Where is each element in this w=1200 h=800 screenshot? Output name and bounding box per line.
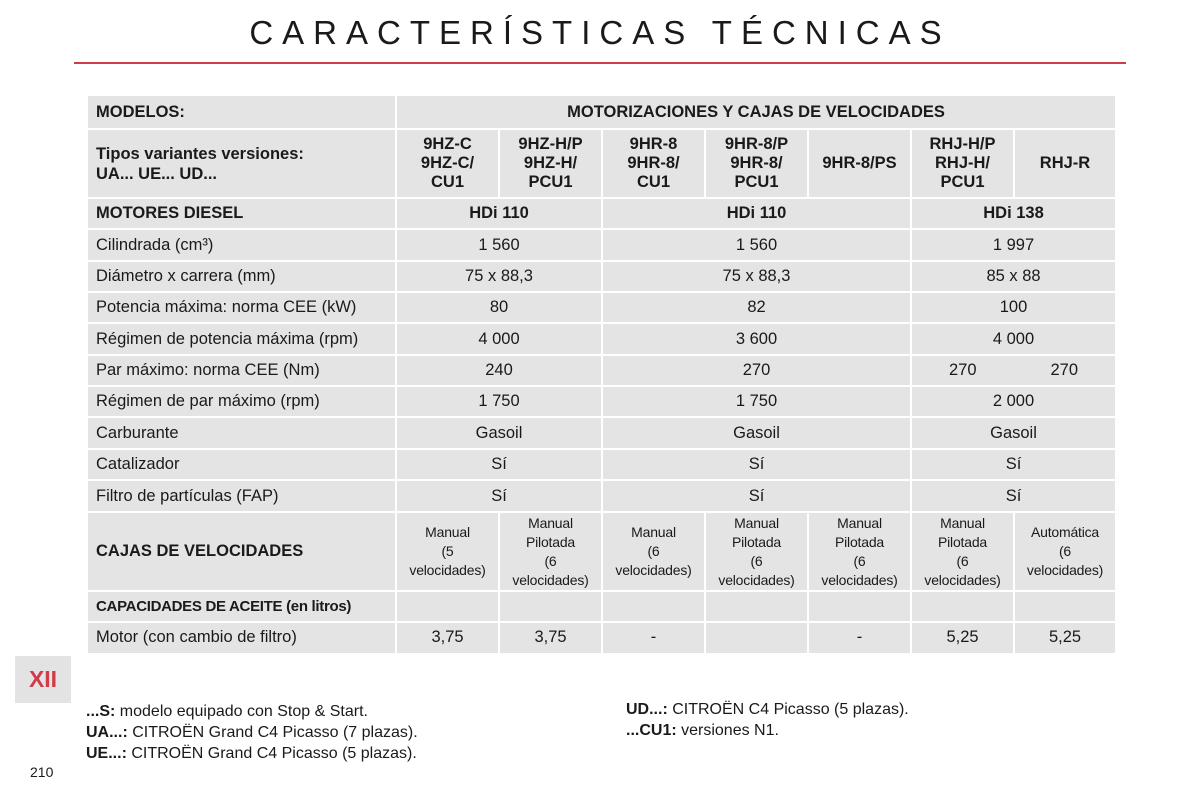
table-row — [87, 622, 1116, 654]
value-cell: 3,75 — [396, 622, 499, 654]
table-row — [87, 198, 1116, 229]
value-cell — [705, 622, 808, 654]
note-text: CITROËN Grand C4 Picasso (5 plazas). — [126, 745, 417, 762]
gearbox-line3: (5 velocidades) — [409, 543, 486, 579]
gearbox-line2: Pilotada — [938, 533, 987, 550]
table-row — [87, 417, 1116, 448]
value-cell: - — [808, 622, 911, 654]
row-label: Catalizador — [87, 449, 396, 480]
value-cell: 75 x 88,3 — [602, 261, 911, 292]
aceite-header-row — [87, 591, 1116, 621]
value-cell: Sí — [911, 480, 1116, 512]
empty-cell — [499, 591, 602, 621]
value-cell: 5,25 — [1014, 622, 1116, 654]
value-cell: Sí — [396, 480, 602, 512]
gearbox-line3: (6 velocidades) — [718, 552, 795, 588]
value-cell: 85 x 88 — [911, 261, 1116, 292]
version-line2: 9HZ-C/ — [420, 154, 475, 173]
value-cell: 1 560 — [396, 229, 602, 260]
version-cell — [602, 129, 705, 198]
value-cell: 4 000 — [396, 323, 602, 354]
table-row — [87, 480, 1116, 512]
value-cell: 82 — [602, 292, 911, 323]
version-line1: RHJ-R — [1039, 154, 1091, 173]
gearbox-cell — [911, 512, 1014, 591]
note-text: versiones N1. — [676, 722, 779, 739]
gearbox-cell — [808, 512, 911, 591]
version-cell — [1014, 129, 1116, 198]
gearbox-cell — [1014, 512, 1116, 591]
row-label: Régimen de potencia máxima (rpm) — [87, 323, 396, 354]
version-cell — [705, 129, 808, 198]
value-cell: 270 — [948, 360, 977, 379]
version-cell — [808, 129, 911, 198]
header-row — [87, 95, 1116, 129]
table-row — [87, 386, 1116, 417]
value-cell: 240 — [396, 355, 602, 386]
note-code: UA...: — [86, 724, 128, 741]
gearbox-line2: Pilotada — [835, 533, 884, 550]
note-code: ...CU1: — [626, 722, 677, 739]
engine-group: HDi 138 — [911, 198, 1116, 229]
version-line2: 9HZ-H/ — [523, 154, 578, 173]
version-line2: 9HR-8/ — [627, 154, 680, 173]
version-line1: 9HR-8 — [629, 135, 678, 154]
note-text: CITROËN C4 Picasso (5 plazas). — [667, 701, 909, 718]
version-line1: 9HR-8/P — [724, 135, 789, 154]
value-cell: 3 600 — [602, 323, 911, 354]
value-cell: 270 — [1050, 360, 1079, 379]
row-label: Filtro de partículas (FAP) — [87, 480, 396, 512]
value-cell: Gasoil — [911, 417, 1116, 448]
empty-cell — [705, 591, 808, 621]
note-item — [86, 743, 418, 764]
page-title: CARACTERÍSTICAS TÉCNICAS — [249, 14, 951, 51]
row-label: Motor (con cambio de filtro) — [87, 622, 396, 654]
value-cell: 100 — [911, 292, 1116, 323]
value-cell: Sí — [911, 449, 1116, 480]
gearbox-line1: Manual — [425, 524, 470, 541]
value-cell: 1 560 — [602, 229, 911, 260]
gearbox-line3: (6 velocidades) — [615, 543, 692, 579]
note-item — [86, 722, 418, 743]
gearbox-line1: Manual — [528, 514, 573, 531]
note-code: ...S: — [86, 703, 116, 720]
empty-cell — [602, 591, 705, 621]
value-cell: - — [602, 622, 705, 654]
gearbox-cell — [499, 512, 602, 591]
motorizaciones-header: MOTORIZACIONES Y CAJAS DE VELOCIDADES — [396, 95, 1116, 129]
value-cell: 80 — [396, 292, 602, 323]
gearbox-line1: Manual — [734, 514, 779, 531]
version-line3: CU1 — [430, 173, 464, 192]
engine-group: HDi 110 — [602, 198, 911, 229]
page-number: 210 — [30, 764, 54, 780]
tipos-label-line1: Tipos variantes versiones: — [96, 144, 304, 163]
version-line1: RHJ-H/P — [929, 135, 996, 154]
notes-right — [626, 699, 909, 741]
gearbox-line1: Automática — [1030, 524, 1100, 541]
spec-table — [86, 94, 1117, 655]
motores-label: MOTORES DIESEL — [87, 198, 396, 229]
empty-cell — [911, 591, 1014, 621]
value-cell: 1 750 — [602, 386, 911, 417]
note-text: CITROËN Grand C4 Picasso (7 plazas). — [127, 724, 418, 741]
note-code: UE...: — [86, 745, 127, 762]
version-line3: PCU1 — [734, 173, 779, 192]
tipos-row — [87, 129, 1116, 198]
table-row — [87, 355, 1116, 386]
version-line1: 9HZ-C — [423, 135, 472, 154]
value-cell: 1 750 — [396, 386, 602, 417]
cajas-label: CAJAS DE VELOCIDADES — [87, 512, 396, 591]
value-cell: 75 x 88,3 — [396, 261, 602, 292]
value-cell: Gasoil — [602, 417, 911, 448]
row-label: Régimen de par máximo (rpm) — [87, 386, 396, 417]
value-cell: Gasoil — [396, 417, 602, 448]
value-cell: Sí — [602, 449, 911, 480]
row-label: Cilindrada (cm³) — [87, 229, 396, 260]
version-line2: 9HR-8/ — [730, 154, 783, 173]
version-cell — [911, 129, 1014, 198]
value-cell: Sí — [396, 449, 602, 480]
gearbox-cell — [705, 512, 808, 591]
table-row — [87, 323, 1116, 354]
notes-left — [86, 701, 418, 764]
title-divider — [74, 62, 1126, 64]
value-cell: 4 000 — [911, 323, 1116, 354]
gearbox-line1: Manual — [837, 514, 882, 531]
note-code: UD...: — [626, 701, 668, 718]
gearbox-line2: Pilotada — [526, 533, 575, 550]
table-row — [87, 261, 1116, 292]
gearbox-line3: (6 velocidades) — [1026, 543, 1104, 579]
table-row — [87, 449, 1116, 480]
value-cell: 5,25 — [911, 622, 1014, 654]
version-cell — [499, 129, 602, 198]
gearbox-cell — [602, 512, 705, 591]
gearbox-line2: Pilotada — [732, 533, 781, 550]
empty-cell — [1014, 591, 1116, 621]
note-text: modelo equipado con Stop & Start. — [115, 703, 368, 720]
gearbox-line1: Manual — [940, 514, 985, 531]
aceite-label: CAPACIDADES DE ACEITE (en litros) — [87, 591, 396, 621]
version-cell — [396, 129, 499, 198]
chapter-tab: XII — [15, 656, 71, 703]
value-cell: Sí — [602, 480, 911, 512]
modelos-label: MODELOS: — [87, 95, 396, 129]
gearbox-line3: (6 velocidades) — [821, 552, 898, 588]
row-label: Carburante — [87, 417, 396, 448]
tipos-label-line2: UA... UE... UD... — [96, 164, 218, 183]
empty-cell — [808, 591, 911, 621]
version-line3: PCU1 — [940, 173, 985, 192]
note-item — [86, 701, 418, 722]
table-row — [87, 292, 1116, 323]
table-row — [87, 229, 1116, 260]
gearbox-cell — [396, 512, 499, 591]
version-line1: 9HZ-H/P — [518, 135, 583, 154]
row-label: Potencia máxima: norma CEE (kW) — [87, 292, 396, 323]
row-label: Par máximo: norma CEE (Nm) — [87, 355, 396, 386]
value-cell — [911, 355, 1116, 386]
engine-group: HDi 110 — [396, 198, 602, 229]
value-cell: 3,75 — [499, 622, 602, 654]
version-line2: RHJ-H/ — [934, 154, 990, 173]
tipos-label — [87, 129, 396, 198]
empty-cell — [396, 591, 499, 621]
gearbox-line3: (6 velocidades) — [924, 552, 1001, 588]
gearbox-line1: Manual — [631, 524, 676, 541]
row-label: Diámetro x carrera (mm) — [87, 261, 396, 292]
version-line1: 9HR-8/PS — [822, 154, 897, 173]
version-line3: CU1 — [636, 173, 670, 192]
value-cell: 1 997 — [911, 229, 1116, 260]
note-item — [626, 720, 909, 741]
value-cell: 270 — [602, 355, 911, 386]
version-line3: PCU1 — [528, 173, 573, 192]
cajas-row — [87, 512, 1116, 591]
value-cell: 2 000 — [911, 386, 1116, 417]
note-item — [626, 699, 909, 720]
gearbox-line3: (6 velocidades) — [512, 552, 589, 588]
